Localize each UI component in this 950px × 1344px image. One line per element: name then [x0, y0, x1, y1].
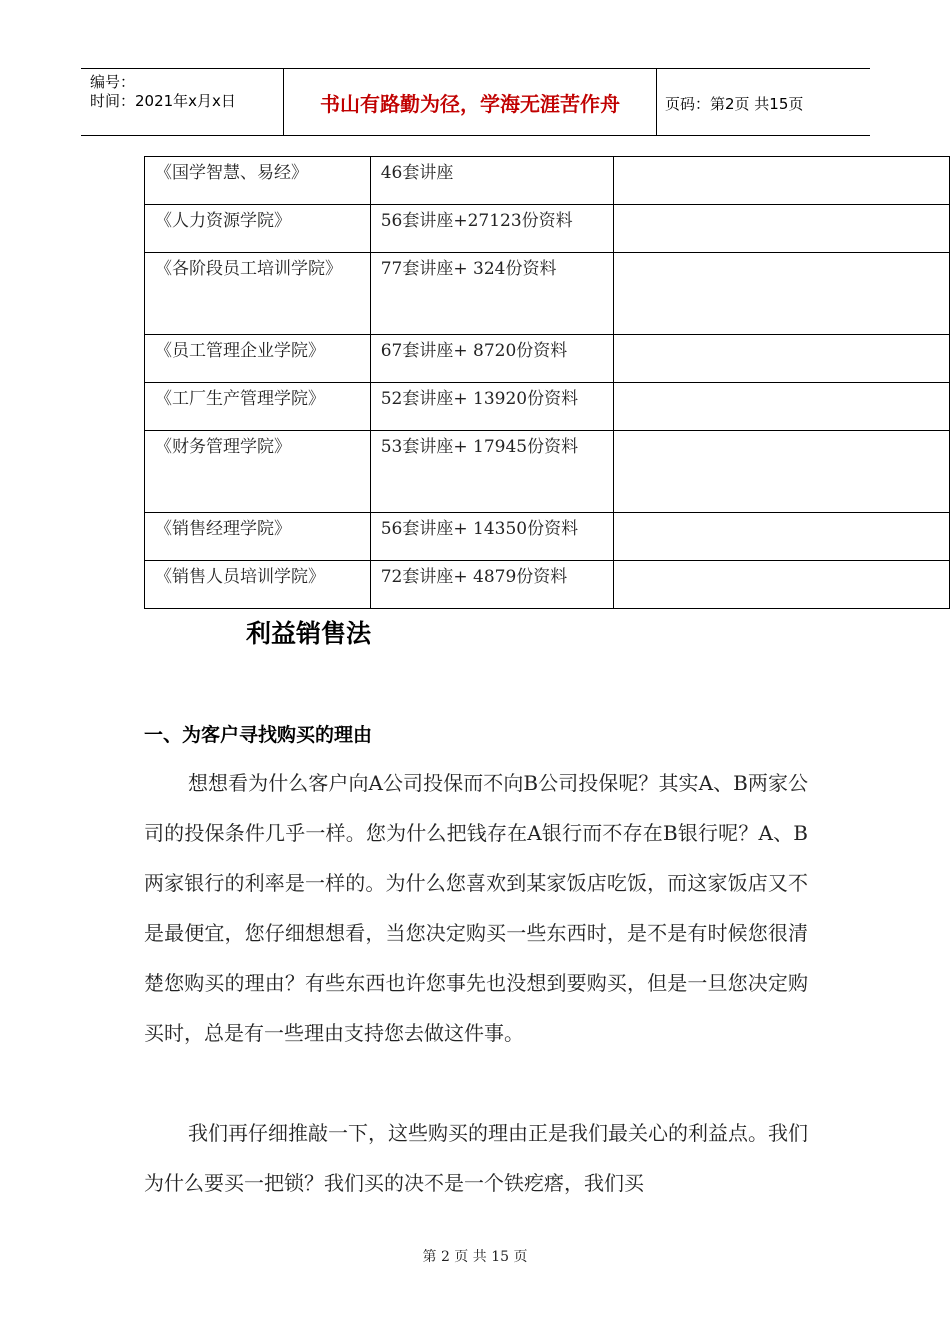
course-content-cell-text: 77套讲座+ 324份资料	[380, 259, 557, 279]
table-row	[145, 431, 950, 513]
course-content-cell-text: 56套讲座+ 14350份资料	[380, 519, 579, 539]
course-content-cell-text: 46套讲座	[380, 163, 454, 183]
course-name-cell	[145, 205, 371, 253]
course-note-cell	[614, 253, 950, 335]
course-note-cell	[614, 157, 950, 205]
course-note-cell	[614, 205, 950, 253]
course-name-cell	[145, 157, 371, 205]
course-content-cell-text: 72套讲座+ 4879份资料	[380, 567, 568, 587]
table-row	[145, 157, 950, 205]
course-name-cell	[145, 253, 371, 335]
course-name-cell	[145, 383, 371, 431]
table-row	[145, 561, 950, 609]
table-row	[145, 253, 950, 335]
course-content-cell-text: 56套讲座+27123份资料	[380, 211, 573, 231]
course-name-cell	[145, 431, 371, 513]
paragraph: 想想看为什么客户向A公司投保而不向B公司投保呢？其实A、B两家公司的投保条件几乎一样。您为什么把钱存在A银行而不存在B银行呢？A、B两家银行的利率是一样的。为什么您喜欢到某家饭店吃饭，而这家饭店又不是最便宜，您仔细想想看，当您决定购买一些东西时，是不是有时候您很清楚您购买的理由？有些东西也许您事先也没想到要购买，但是一旦您决定购买时，总是有一些理由支持您去做这件事。	[144, 771, 808, 1045]
course-content-cell	[370, 205, 614, 253]
course-content-cell	[370, 335, 614, 383]
course-note-cell	[614, 513, 950, 561]
course-catalog-table	[144, 156, 950, 609]
header-meta	[90, 73, 236, 111]
section-heading: 一、为客户寻找购买的理由	[144, 724, 373, 746]
course-name-cell-text: 《国学智慧、易经》	[155, 163, 308, 183]
paragraph: 我们再仔细推敲一下，这些购买的理由正是我们最关心的利益点。我们为什么要买一把锁？我们买的决不是一个铁疙瘩，我们买	[144, 1121, 808, 1195]
course-content-cell	[370, 431, 614, 513]
course-name-cell-text: 《员工管理企业学院》	[155, 341, 325, 361]
course-name-cell-text: 《工厂生产管理学院》	[155, 389, 325, 409]
course-content-cell	[370, 561, 614, 609]
course-content-cell	[370, 253, 614, 335]
course-content-cell-text: 67套讲座+ 8720份资料	[380, 341, 568, 361]
course-content-cell-text: 52套讲座+ 13920份资料	[380, 389, 579, 409]
course-name-cell-text: 《销售人员培训学院》	[155, 567, 325, 587]
table-row	[145, 335, 950, 383]
course-content-cell-text: 53套讲座+ 17945份资料	[380, 437, 579, 457]
table-row	[145, 383, 950, 431]
course-name-cell-text: 《销售经理学院》	[155, 519, 291, 539]
document-date: 时间：2021年x月x日	[90, 92, 236, 110]
course-content-cell	[370, 157, 614, 205]
page-footer: 第 2 页 共 15 页	[422, 1249, 528, 1265]
course-content-cell	[370, 513, 614, 561]
course-name-cell-text: 《人力资源学院》	[155, 211, 291, 231]
course-content-cell	[370, 383, 614, 431]
course-name-cell-text: 《各阶段员工培训学院》	[155, 259, 342, 279]
table-row	[145, 513, 950, 561]
course-note-cell	[614, 561, 950, 609]
course-note-cell	[614, 383, 950, 431]
course-name-cell	[145, 561, 371, 609]
course-name-cell	[145, 335, 371, 383]
course-note-cell	[614, 431, 950, 513]
page-header	[81, 68, 870, 136]
article-title: 利益销售法	[246, 619, 372, 648]
course-name-cell-text: 《财务管理学院》	[155, 437, 291, 457]
document-number-label: 编号：	[90, 73, 136, 91]
course-name-cell	[145, 513, 371, 561]
course-note-cell	[614, 335, 950, 383]
header-motto: 书山有路勤为径，学海无涯苦作舟	[283, 69, 657, 135]
header-page-number: 页码：第2页 共15页	[665, 95, 804, 113]
table-row	[145, 205, 950, 253]
